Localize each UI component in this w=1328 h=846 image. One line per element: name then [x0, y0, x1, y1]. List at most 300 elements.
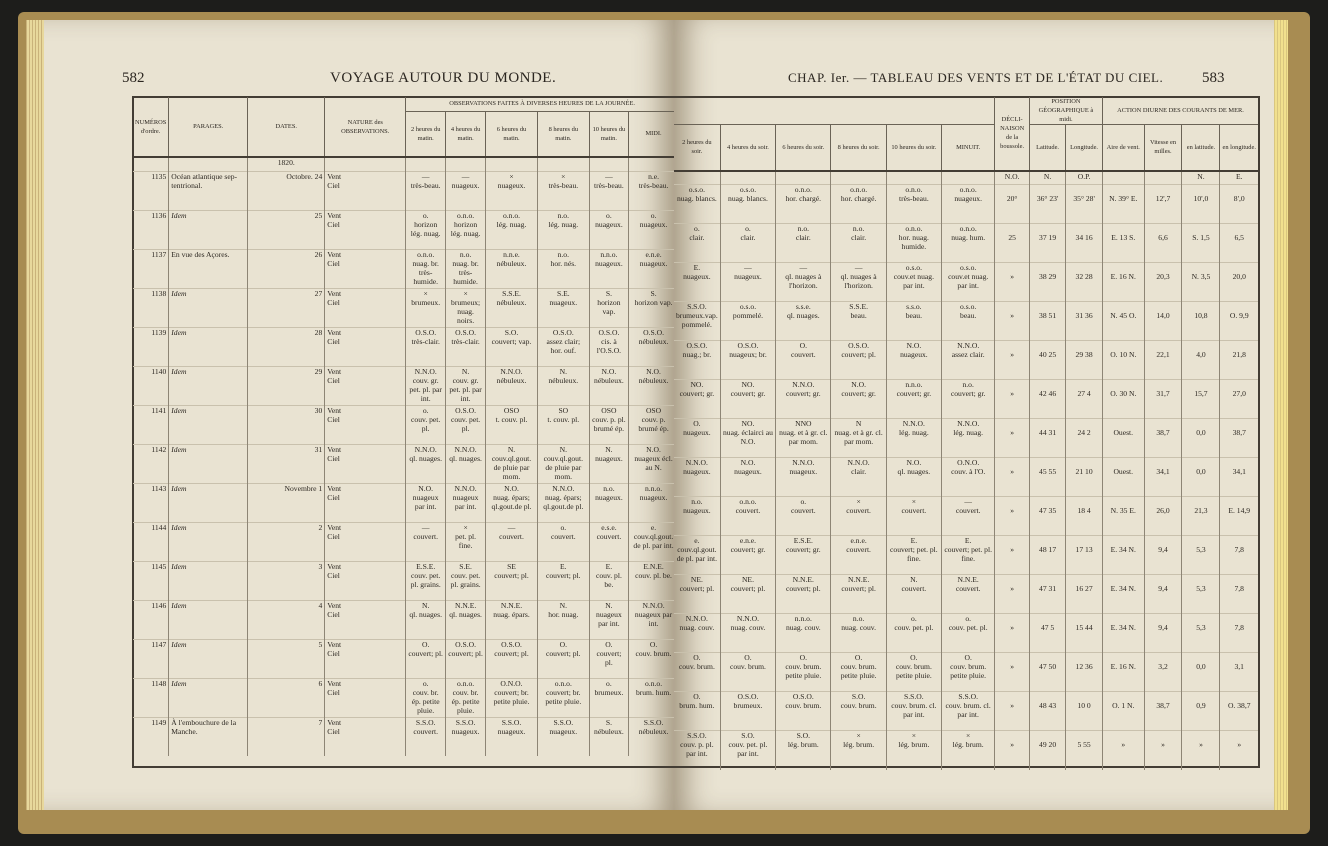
cell-vit: 31,7	[1144, 380, 1182, 419]
cell-lat: 38 29	[1029, 263, 1065, 302]
obs-cell: × nuageux.	[486, 171, 538, 210]
cell-decl: »	[995, 653, 1030, 692]
col-dates: DATES.	[248, 97, 325, 157]
obs-cell: o.n.o. hor. chargé.	[831, 185, 886, 224]
col-10h-soir: 10 heures du soir.	[886, 125, 941, 171]
obs-cell: n.n.o. couvert; gr.	[886, 380, 941, 419]
table-row	[674, 419, 1258, 458]
obs-cell: o.n.o. couvert.	[720, 497, 775, 536]
obs-cell: N.O. nébuleux.	[589, 366, 628, 405]
cell-aire: E. 16 N.	[1102, 263, 1144, 302]
obs-cell: O. couvert; pl.	[406, 639, 446, 678]
cell-lat: 47 35	[1029, 497, 1065, 536]
row-number: 1148	[133, 678, 169, 717]
row-date: 7	[248, 717, 325, 756]
obs-cell: OSO couv. p. brumé ép.	[629, 405, 674, 444]
col-action: ACTION DIURNE DES COURANTS DE MER.	[1102, 97, 1258, 125]
obs-cell: N.O. couvert; gr.	[831, 380, 886, 419]
obs-cell: s.s.o. beau.	[886, 302, 941, 341]
obs-cell: N.N.O. ql. nuages.	[406, 444, 446, 483]
obs-cell: N.N.E. couvert; pl.	[776, 575, 831, 614]
row-nature: Vent Ciel	[325, 327, 406, 366]
obs-cell: E. couvert; pet. pl. fine.	[886, 536, 941, 575]
table-row	[133, 444, 674, 483]
row-date: 28	[248, 327, 325, 366]
obs-cell: O.S.O. assez clair; hor. ouf.	[537, 327, 589, 366]
cell-rlat: 10',0	[1182, 185, 1220, 224]
cell-decl: »	[995, 614, 1030, 653]
obs-cell: N.N.E. couvert.	[941, 575, 994, 614]
obs-cell: O.S.O. cis. à l'O.S.O.	[589, 327, 628, 366]
row-parage: Idem	[169, 600, 248, 639]
obs-cell: N.O. nuageux.	[886, 341, 941, 380]
cell-rlat: 0,0	[1182, 653, 1220, 692]
row-parage: Idem	[169, 483, 248, 522]
obs-cell: × brumeux; nuag. noirs.	[446, 288, 486, 327]
obs-cell: n.o. nuageux.	[589, 483, 628, 522]
cell-aire: E. 34 N.	[1102, 575, 1144, 614]
row-nature: Vent Ciel	[325, 600, 406, 639]
row-nature: Vent Ciel	[325, 522, 406, 561]
cell-aire: N. 39° E.	[1102, 185, 1144, 224]
table-row	[133, 717, 674, 756]
cell-vit: 20,3	[1144, 263, 1182, 302]
col-4h-matin: 4 heures du matin.	[446, 111, 486, 157]
obs-cell: O. brum. hum.	[674, 692, 720, 731]
obs-cell: O. couv. brum.	[629, 639, 674, 678]
cell-decl: »	[995, 497, 1030, 536]
cell-vit: 3,2	[1144, 653, 1182, 692]
cell-rlat: 21,3	[1182, 497, 1220, 536]
table-row	[133, 678, 674, 717]
table-row	[674, 536, 1258, 575]
cell-vit: 26,0	[1144, 497, 1182, 536]
col-midi: MIDI.	[629, 111, 674, 157]
table-row	[133, 600, 674, 639]
table-row	[674, 575, 1258, 614]
row-number: 1149	[133, 717, 169, 756]
cell-decl: »	[995, 341, 1030, 380]
obs-cell: o. couv. br. ép. petite pluie.	[406, 678, 446, 717]
table-row	[133, 171, 674, 210]
col-aire: Aire de vent.	[1102, 125, 1144, 171]
cell-long: 32 28	[1066, 263, 1103, 302]
obs-cell: NO. couvert; gr.	[720, 380, 775, 419]
obs-cell: E.S.E. couvert; gr.	[776, 536, 831, 575]
obs-cell: o.n.o. nuag. hum.	[941, 224, 994, 263]
obs-cell: O. couv. brum.	[720, 653, 775, 692]
cell-aire: E. 34 N.	[1102, 536, 1144, 575]
obs-cell: S.O. couv. pet. pl. par int.	[720, 731, 775, 770]
obs-cell: O.S.O. nuag.; br.	[674, 341, 720, 380]
obs-cell: S.S.E. beau.	[831, 302, 886, 341]
obs-cell: N.N.O. assez clair.	[941, 341, 994, 380]
row-number: 1143	[133, 483, 169, 522]
table-row	[133, 288, 674, 327]
cell-long: 35° 28'	[1066, 185, 1103, 224]
cell-long: 10 0	[1066, 692, 1103, 731]
cell-rlat: N. 3,5	[1182, 263, 1220, 302]
obs-cell: O.S.O. très-clair.	[446, 327, 486, 366]
year-label: 1820.	[248, 157, 325, 171]
col-6h-soir: 6 heures du soir.	[776, 125, 831, 171]
obs-cell: N.N.O. clair.	[831, 458, 886, 497]
table-row	[674, 302, 1258, 341]
obs-cell: O.S.O. couvert; pl.	[831, 341, 886, 380]
obs-cell: o. nuageux.	[629, 210, 674, 249]
col-2h-matin: 2 heures du matin.	[406, 111, 446, 157]
cell-decl: »	[995, 380, 1030, 419]
cell-rlong: O. 9,9	[1220, 302, 1258, 341]
obs-cell: o.s.o. couv.et nuag. par int.	[886, 263, 941, 302]
obs-cell: e. couv.ql.gout. de pl. par int.	[629, 522, 674, 561]
obs-cell: — ql. nuages à l'horizon.	[776, 263, 831, 302]
obs-cell: NE. couvert; pl.	[674, 575, 720, 614]
obs-cell: o.s.o. nuag. blancs.	[720, 185, 775, 224]
obs-cell: N. couv. gr. pet. pl. par int.	[446, 366, 486, 405]
obs-cell: O.S.O. couv. brum.	[776, 692, 831, 731]
col-longitude: Longitude.	[1066, 125, 1103, 171]
row-number: 1140	[133, 366, 169, 405]
col-vitesse: Vitesse en milles.	[1144, 125, 1182, 171]
cell-aire: »	[1102, 731, 1144, 770]
obs-cell: N.N.O. nébuleux.	[486, 366, 538, 405]
obs-cell: N.N.O. nuageux.	[776, 458, 831, 497]
col-nature: NATURE des OBSERVATIONS.	[325, 97, 406, 157]
obs-cell: o. couv. pet. pl.	[941, 614, 994, 653]
table-row	[133, 639, 674, 678]
cell-vit: 22,1	[1144, 341, 1182, 380]
cell-lat: 48 17	[1029, 536, 1065, 575]
cell-long: 15 44	[1066, 614, 1103, 653]
cell-long: 24 2	[1066, 419, 1103, 458]
left-observation-table	[133, 97, 674, 756]
obs-cell: S. nébuleux.	[589, 717, 628, 756]
cell-decl: »	[995, 263, 1030, 302]
row-date: 4	[248, 600, 325, 639]
right-table-body	[674, 171, 1258, 770]
row-parage: Idem	[169, 522, 248, 561]
row-number: 1138	[133, 288, 169, 327]
row-parage: Idem	[169, 210, 248, 249]
row-date: Novembre 1	[248, 483, 325, 522]
obs-cell: o.n.o. hor. chargé.	[776, 185, 831, 224]
cell-aire: Ouest.	[1102, 419, 1144, 458]
obs-cell: S.S.O. couv. brum. cl. par int.	[886, 692, 941, 731]
obs-cell: o.n.o. nuageux.	[941, 185, 994, 224]
cell-decl: »	[995, 692, 1030, 731]
col-10h-matin: 10 heures du matin.	[589, 111, 628, 157]
obs-cell: N.N.O. ql. nuages.	[446, 444, 486, 483]
cell-rlong: 38,7	[1220, 419, 1258, 458]
obs-cell: o.n.o. très-beau.	[886, 185, 941, 224]
obs-cell: × brumeux.	[406, 288, 446, 327]
cell-decl: 25	[995, 224, 1030, 263]
obs-cell: S.S.O. nuageux.	[486, 717, 538, 756]
obs-cell: N.O. nuageux.	[720, 458, 775, 497]
obs-cell: N.N.E. couvert; pl.	[831, 575, 886, 614]
obs-cell: — couvert.	[406, 522, 446, 561]
row-nature: Vent Ciel	[325, 210, 406, 249]
cell-decl: 20°	[995, 185, 1030, 224]
cell-long: 29 38	[1066, 341, 1103, 380]
obs-cell: E. couvert; pet. pl. fine.	[941, 536, 994, 575]
table-row	[133, 483, 674, 522]
obs-cell: N. couv.ql.gout. de pluie par mom.	[486, 444, 538, 483]
obs-cell: e.n.e. couvert; gr.	[720, 536, 775, 575]
obs-cell: E. couv. pl. be.	[589, 561, 628, 600]
table-row	[133, 210, 674, 249]
obs-cell: N nuag. et à gr. cl. par mom.	[831, 419, 886, 458]
obs-cell: × très-beau.	[537, 171, 589, 210]
cell-aire: E. 16 N.	[1102, 653, 1144, 692]
obs-cell: N.O. nébuleux.	[629, 366, 674, 405]
cell-vit: 6,6	[1144, 224, 1182, 263]
obs-cell: O.N.O. couvert; br. petite pluie.	[486, 678, 538, 717]
obs-cell: N.N.O. nuag. couv.	[674, 614, 720, 653]
row-parage: Idem	[169, 405, 248, 444]
obs-cell: N.O. nuag. épars; ql.gout.de pl.	[486, 483, 538, 522]
obs-cell: N.N.O. nuageux.	[674, 458, 720, 497]
cell-rlong: 8',0	[1220, 185, 1258, 224]
obs-cell: e.s.e. couvert.	[589, 522, 628, 561]
cell-lat: 48 43	[1029, 692, 1065, 731]
obs-cell: NNO nuag. et à gr. cl. par mom.	[776, 419, 831, 458]
obs-cell: O.S.O. nébuleux.	[629, 327, 674, 366]
col-parages: PARAGES.	[169, 97, 248, 157]
cell-rlat: 5,3	[1182, 614, 1220, 653]
obs-cell: NO. couvert; gr.	[674, 380, 720, 419]
obs-cell: n.o. nuag. couv.	[831, 614, 886, 653]
cell-long: 21 10	[1066, 458, 1103, 497]
obs-cell: O.S.O. nuageux; br.	[720, 341, 775, 380]
row-nature: Vent Ciel	[325, 249, 406, 288]
cell-aire: O. 30 N.	[1102, 380, 1144, 419]
obs-cell: × pet. pl. fine.	[446, 522, 486, 561]
row-number: 1142	[133, 444, 169, 483]
cell-rlong: 27,0	[1220, 380, 1258, 419]
obs-cell: n.n.o. nuageux.	[589, 249, 628, 288]
obs-cell: N. ql. nuages.	[406, 600, 446, 639]
obs-cell: × lég. brum.	[886, 731, 941, 770]
obs-cell: N. nuageux par int.	[589, 600, 628, 639]
row-date: 5	[248, 639, 325, 678]
obs-cell: N. couv.ql.gout. de pluie par mom.	[537, 444, 589, 483]
cell-rlat: 5,3	[1182, 536, 1220, 575]
row-number: 1145	[133, 561, 169, 600]
obs-cell: N.N.O. lég. nuag.	[886, 419, 941, 458]
row-nature: Vent Ciel	[325, 483, 406, 522]
obs-cell: N. nuageux.	[589, 444, 628, 483]
obs-cell: o. couvert.	[537, 522, 589, 561]
obs-cell: O.S.O. brumeux.	[720, 692, 775, 731]
obs-cell: S.S.O. nuageux.	[446, 717, 486, 756]
cell-lat: 45 55	[1029, 458, 1065, 497]
obs-cell: o.n.o. nuag. br. très-humide.	[406, 249, 446, 288]
cell-rlat: 15,7	[1182, 380, 1220, 419]
right-observation-table	[674, 97, 1258, 770]
obs-cell: o. nuageux.	[589, 210, 628, 249]
obs-cell: NO. nuag. éclairci au N.O.	[720, 419, 775, 458]
row-parage: Idem	[169, 639, 248, 678]
cell-vit: 9,4	[1144, 575, 1182, 614]
obs-cell: O.S.O. couv. pet. pl.	[446, 405, 486, 444]
table-row	[133, 366, 674, 405]
obs-cell: N.N.O. nuag. couv.	[720, 614, 775, 653]
obs-cell: S.S.O. couv. brum. cl. par int.	[941, 692, 994, 731]
obs-cell: n.o. clair.	[776, 224, 831, 263]
obs-cell: S.E. couv. pet. pl. grains.	[446, 561, 486, 600]
obs-cell: o. brumeux.	[589, 678, 628, 717]
col-numeros: NUMÉROS d'ordre.	[133, 97, 169, 157]
row-number: 1141	[133, 405, 169, 444]
row-number: 1136	[133, 210, 169, 249]
cell-aire: O. 10 N.	[1102, 341, 1144, 380]
obs-cell: o.n.o. hor. nuag. humide.	[886, 224, 941, 263]
right-page-number: 583	[1202, 70, 1225, 86]
col-observations-group: OBSERVATIONS FAITES À DIVERSES HEURES DE LA JOURNÉE.	[406, 97, 674, 111]
obs-cell: n.o. couvert; gr.	[941, 380, 994, 419]
table-row	[674, 380, 1258, 419]
row-date: 6	[248, 678, 325, 717]
row-date: 30	[248, 405, 325, 444]
obs-cell: N.N.E. nuag. épars.	[486, 600, 538, 639]
left-page	[44, 20, 674, 810]
obs-cell: e.n.e. nuageux.	[629, 249, 674, 288]
obs-cell: S. horizon vap.	[629, 288, 674, 327]
obs-cell: — nuageux.	[720, 263, 775, 302]
obs-cell: o.n.o. horizon lég. nuag.	[446, 210, 486, 249]
obs-cell: n.o. nuageux.	[674, 497, 720, 536]
obs-cell: S.E. nuageux.	[537, 288, 589, 327]
table-row	[674, 497, 1258, 536]
row-date: Octobre. 24	[248, 171, 325, 210]
obs-cell: N. nébuleux.	[537, 366, 589, 405]
obs-cell: o. couv. pet. pl.	[886, 614, 941, 653]
obs-cell: o. clair.	[720, 224, 775, 263]
obs-cell: o.n.o. couvert; br. petite pluie.	[537, 678, 589, 717]
table-row	[133, 249, 674, 288]
obs-cell: o. horizon lég. nuag.	[406, 210, 446, 249]
cell-rlat: 0,0	[1182, 419, 1220, 458]
obs-cell: o.n.o. couv. br. ép. petite pluie.	[446, 678, 486, 717]
table-row	[674, 341, 1258, 380]
cell-rlat: S. 1,5	[1182, 224, 1220, 263]
obs-cell: o. clair.	[674, 224, 720, 263]
cell-rlat: 4,0	[1182, 341, 1220, 380]
left-page-edges	[26, 20, 44, 810]
cell-vit: »	[1144, 731, 1182, 770]
row-number: 1144	[133, 522, 169, 561]
row-parage: Idem	[169, 561, 248, 600]
obs-cell: × couvert.	[886, 497, 941, 536]
obs-cell: N.N.O. couv. gr. pet. pl. par int.	[406, 366, 446, 405]
cell-long: 17 13	[1066, 536, 1103, 575]
cell-rlat: 5,3	[1182, 575, 1220, 614]
cell-rlong: 20,0	[1220, 263, 1258, 302]
cell-vit: 14,0	[1144, 302, 1182, 341]
cell-vit: 12',7	[1144, 185, 1182, 224]
obs-cell: o.s.o. beau.	[941, 302, 994, 341]
obs-cell: S.O. lég. brum.	[776, 731, 831, 770]
row-nature: Vent Ciel	[325, 366, 406, 405]
cell-lat: 36° 23'	[1029, 185, 1065, 224]
obs-cell: S.O. couv. brum.	[831, 692, 886, 731]
cell-rlong: 7,8	[1220, 536, 1258, 575]
cell-lat: 37 19	[1029, 224, 1065, 263]
obs-cell: — couvert.	[941, 497, 994, 536]
cell-lat: 44 31	[1029, 419, 1065, 458]
row-nature: Vent Ciel	[325, 171, 406, 210]
obs-cell: n.o. nuag. br. très-humide.	[446, 249, 486, 288]
row-nature: Vent Ciel	[325, 405, 406, 444]
obs-cell: e. couv.ql.gout. de pl. par int.	[674, 536, 720, 575]
cell-rlong: 34,1	[1220, 458, 1258, 497]
obs-cell: n.o. clair.	[831, 224, 886, 263]
cell-decl: »	[995, 575, 1030, 614]
cell-aire: E. 13 S.	[1102, 224, 1144, 263]
obs-cell: O. couv. brum. petite pluie.	[831, 653, 886, 692]
row-number: 1137	[133, 249, 169, 288]
obs-cell: N.N.O. lég. nuag.	[941, 419, 994, 458]
row-nature: Vent Ciel	[325, 444, 406, 483]
obs-cell: O. nuageux.	[674, 419, 720, 458]
left-table-body	[133, 157, 674, 756]
table-row	[674, 692, 1258, 731]
table-row	[674, 614, 1258, 653]
col-8h-matin: 8 heures du matin.	[537, 111, 589, 157]
obs-cell: SO t. couv. pl.	[537, 405, 589, 444]
cell-aire: Ouest.	[1102, 458, 1144, 497]
units-row: N.O. N. O.P. N. E.	[674, 171, 1258, 185]
obs-cell: O. couv. brum. petite pluie.	[776, 653, 831, 692]
obs-cell: O. couvert; pl.	[537, 639, 589, 678]
obs-cell: N.N.O. nuag. épars; ql.gout.de pl.	[537, 483, 589, 522]
cell-rlat: 0,0	[1182, 458, 1220, 497]
row-number: 1147	[133, 639, 169, 678]
obs-cell: O. couvert.	[776, 341, 831, 380]
cell-rlat: 10,8	[1182, 302, 1220, 341]
obs-cell: E.S.E. couv. pet. pl. grains.	[406, 561, 446, 600]
col-4h-soir: 4 heures du soir.	[720, 125, 775, 171]
cell-lat: 42 46	[1029, 380, 1065, 419]
obs-cell: × lég. brum.	[941, 731, 994, 770]
left-page-number: 582	[122, 70, 145, 86]
obs-cell: E. nuageux.	[674, 263, 720, 302]
obs-cell: N. couvert.	[886, 575, 941, 614]
row-date: 3	[248, 561, 325, 600]
row-date: 2	[248, 522, 325, 561]
cell-long: 12 36	[1066, 653, 1103, 692]
obs-cell: n.n.o. nuageux.	[629, 483, 674, 522]
cell-rlong: 7,8	[1220, 614, 1258, 653]
obs-cell: — couvert.	[486, 522, 538, 561]
obs-cell: o.n.o. lég. nuag.	[486, 210, 538, 249]
row-nature: Vent Ciel	[325, 288, 406, 327]
row-number: 1135	[133, 171, 169, 210]
obs-cell: e.n.e. couvert.	[831, 536, 886, 575]
cell-lat: 38 51	[1029, 302, 1065, 341]
left-running-head: VOYAGE AUTOUR DU MONDE.	[330, 70, 557, 86]
obs-cell: O.N.O. couv. à l'O.	[941, 458, 994, 497]
table-row	[133, 561, 674, 600]
row-parage: Océan atlantique sep-tentrional.	[169, 171, 248, 210]
right-page-edges	[1274, 20, 1288, 810]
cell-lat: 49 20	[1029, 731, 1065, 770]
col-declinaison: DÉCLI-NAISON de la boussole.	[995, 97, 1030, 171]
obs-cell: E. couvert; pl.	[537, 561, 589, 600]
obs-cell: SE couvert; pl.	[486, 561, 538, 600]
